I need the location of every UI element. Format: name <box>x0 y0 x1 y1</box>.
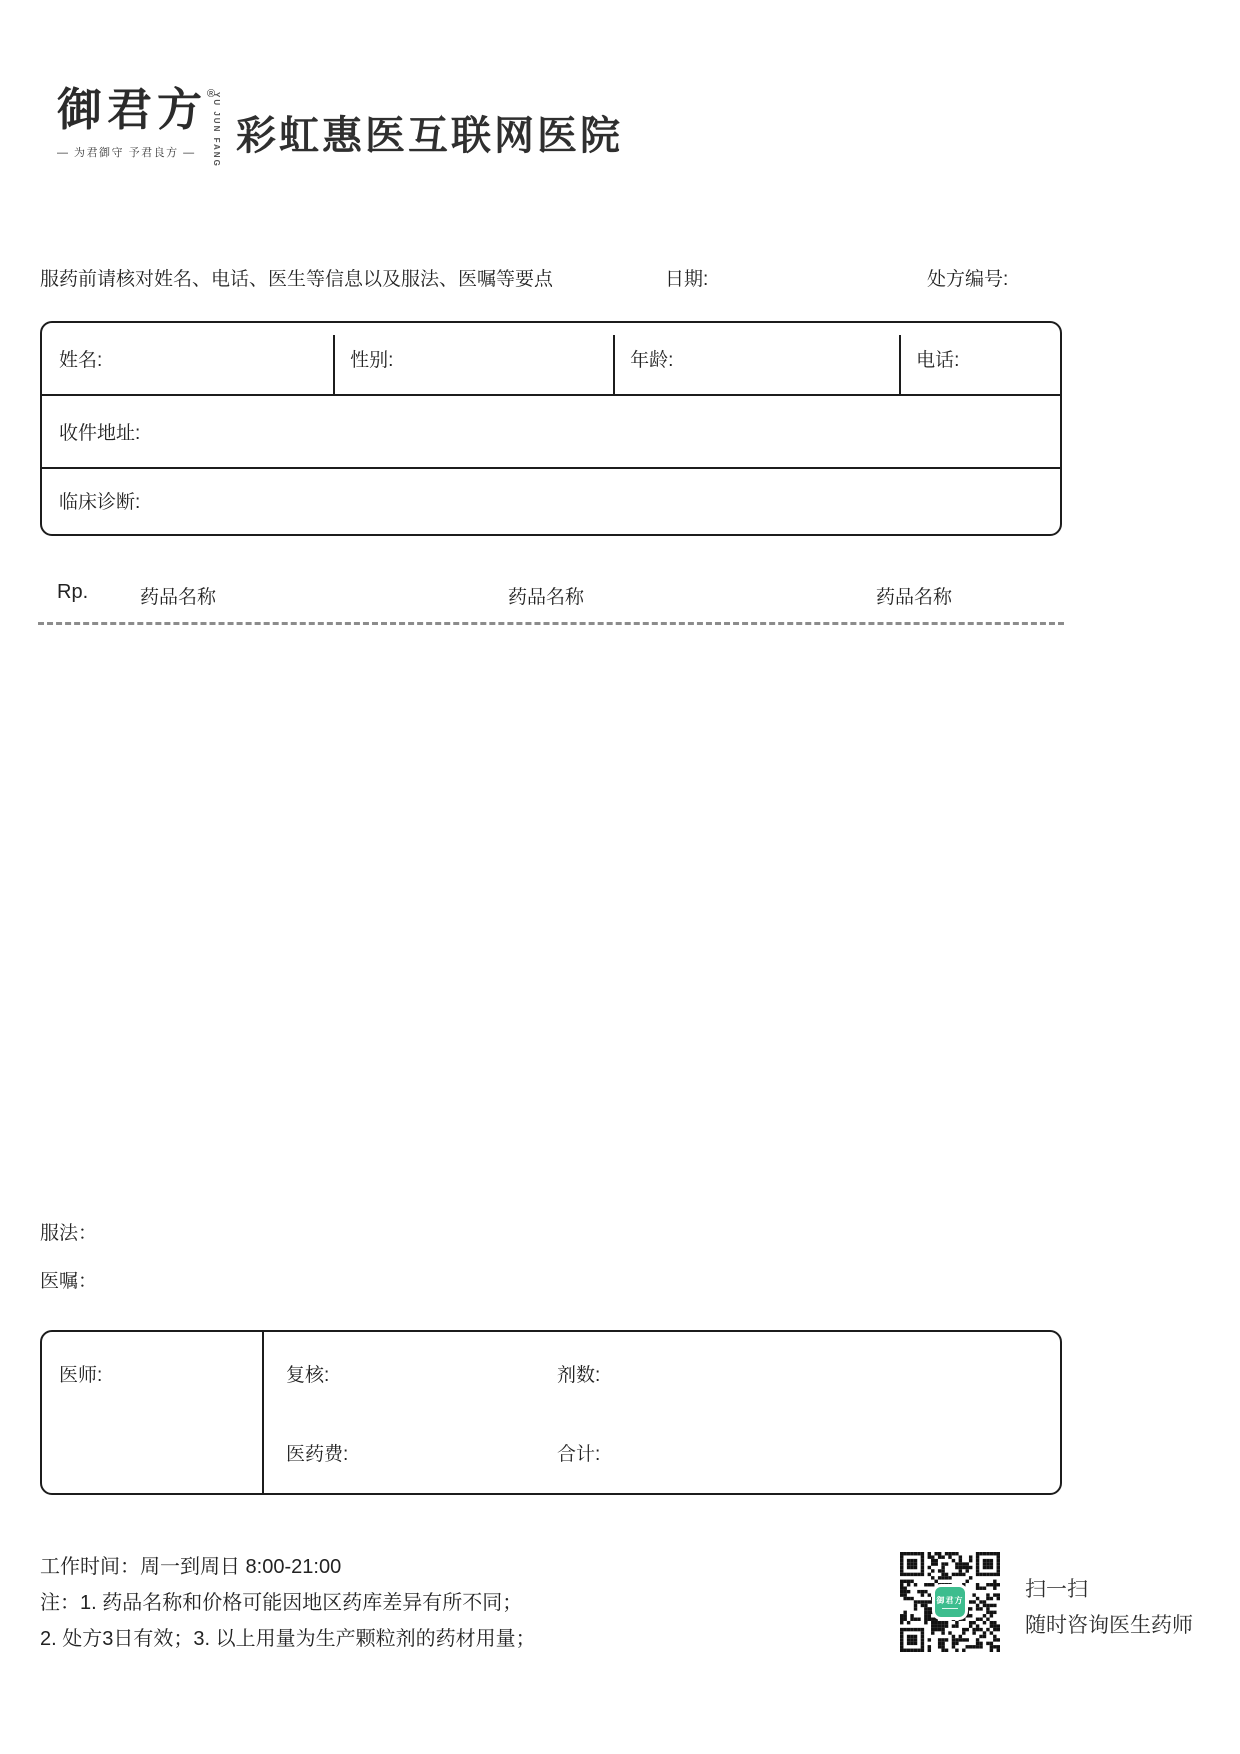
patient-diagnosis-label: 临床诊断: <box>59 491 141 513</box>
scan-subtitle: 随时咨询医生药师 <box>1025 1614 1193 1637</box>
date-label: 日期: <box>665 269 709 290</box>
dashed-divider <box>38 622 1064 625</box>
total-label: 合计: <box>557 1444 601 1465</box>
patient-age-field <box>613 323 899 394</box>
summary-row-review <box>286 1360 1060 1387</box>
doses-label: 剂数: <box>557 1365 601 1386</box>
patient-address-label: 收件地址: <box>59 423 141 444</box>
physician-label: 医师: <box>59 1365 103 1386</box>
hospital-title: 彩虹惠医互联网医院 <box>236 114 623 158</box>
patient-phone-label: 电话: <box>916 350 960 371</box>
patient-row-identity <box>42 323 1060 396</box>
patient-phone-field <box>899 323 1060 394</box>
drug-name-column-header: 药品名称 <box>508 587 585 608</box>
patient-name-field <box>42 323 333 394</box>
patient-address-field <box>42 396 1060 469</box>
patient-info-box <box>40 321 1062 536</box>
footer-note-line1: 注：1. 药品名称和价格可能因地区药库差异有所不同； <box>40 1592 523 1614</box>
patient-diagnosis-field <box>42 469 1060 531</box>
usage-method-label: 服法： <box>40 1223 98 1244</box>
summary-box <box>40 1330 1062 1495</box>
drug-name-column-header: 药品名称 <box>876 587 953 608</box>
qr-center-text: 御君方 <box>936 1596 964 1605</box>
work-hours-text: 工作时间：周一到周日 8:00-21:00 <box>40 1556 342 1578</box>
qr-center-logo <box>935 1587 965 1617</box>
patient-age-label: 年龄: <box>630 350 674 371</box>
doctor-advice-label: 医嘱： <box>40 1271 98 1292</box>
patient-gender-label: 性别: <box>350 350 394 371</box>
physician-cell <box>42 1332 264 1493</box>
notice-row <box>40 264 1062 290</box>
qr-code <box>900 1552 1000 1652</box>
verification-notice: 服药前请核对姓名、电话、医生等信息以及服法、医嘱等要点 <box>40 269 554 290</box>
prescription-header-row <box>0 581 1240 607</box>
patient-gender-field <box>333 323 613 394</box>
patient-name-label: 姓名: <box>59 350 103 371</box>
scan-title: 扫一扫 <box>1025 1578 1088 1601</box>
registered-trademark-icon: ® <box>207 88 216 100</box>
summary-row-fees <box>286 1439 1060 1466</box>
drug-name-column-header: 药品名称 <box>140 587 217 608</box>
medicine-fee-label: 医药费: <box>286 1444 349 1465</box>
rp-label: Rp. <box>57 581 89 603</box>
brand-logo-vertical-text: YU JUN FANG <box>212 92 221 168</box>
brand-logo-text: 御君方 <box>57 85 208 135</box>
review-label: 复核: <box>286 1365 330 1386</box>
brand-tagline: — 为君御守 予君良方 — <box>57 146 196 159</box>
footer-note-line2: 2. 处方3日有效；3. 以上用量为生产颗粒剂的药材用量； <box>40 1628 536 1650</box>
brand-logo <box>57 85 221 168</box>
summary-right-cell <box>264 1332 1060 1493</box>
prescription-number-label: 处方编号: <box>927 269 1009 290</box>
